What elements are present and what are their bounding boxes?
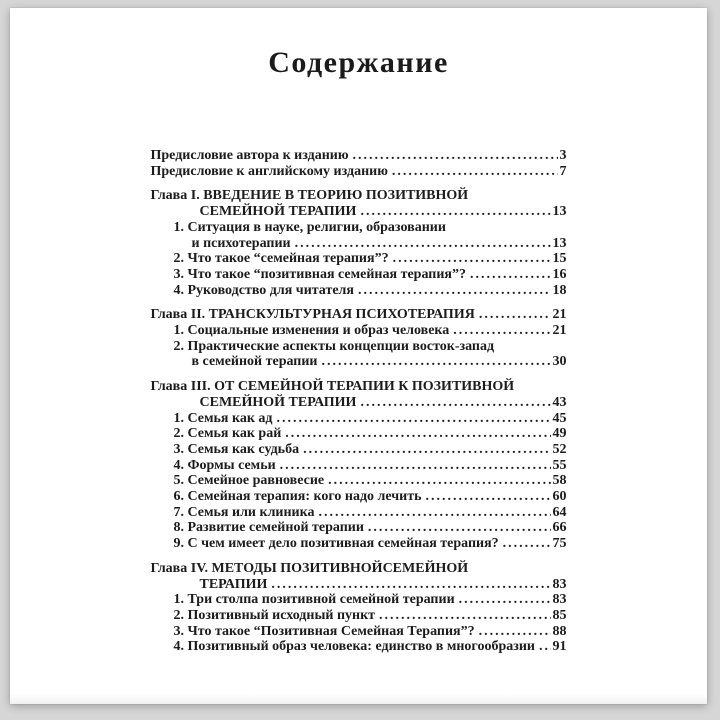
page-number: 85 xyxy=(552,607,567,623)
toc-entry xyxy=(151,148,567,164)
toc-entry-text: Глава IV. МЕТОДЫ ПОЗИТИВНОЙСЕМЕЙНОЙ xyxy=(150,560,469,576)
toc-line xyxy=(200,204,567,220)
page-number: 91 xyxy=(552,639,567,655)
dot-leader xyxy=(271,577,550,593)
toc-entry xyxy=(151,411,567,427)
page-number: 83 xyxy=(552,592,567,608)
toc-section xyxy=(151,148,567,179)
toc-entry xyxy=(151,473,567,489)
dot-leader xyxy=(353,148,558,164)
page-number: 52 xyxy=(552,441,567,457)
page-number: 3 xyxy=(559,148,567,163)
toc-entry-text: 3. Что такое “позитивная семейная терапия”? xyxy=(173,266,466,282)
toc-entry xyxy=(151,339,567,370)
toc-entry-text: 7. Семья или клиника xyxy=(173,504,315,520)
dot-leader xyxy=(453,323,550,339)
chapter-heading xyxy=(151,561,567,592)
toc-line xyxy=(151,148,567,164)
toc-line xyxy=(174,489,567,505)
toc-entry xyxy=(151,592,567,608)
page-number: 7 xyxy=(559,163,567,179)
page-number: 13 xyxy=(552,204,567,220)
toc-entry xyxy=(151,489,567,505)
dot-leader xyxy=(285,426,550,442)
dot-leader xyxy=(280,458,551,474)
dot-leader xyxy=(318,505,550,521)
toc-line xyxy=(174,220,567,236)
dot-leader xyxy=(368,520,551,536)
toc-entry-text: и психотерапии xyxy=(191,235,291,251)
toc-entry-text: 8. Развитие семейной терапии xyxy=(173,520,364,536)
page-number: 60 xyxy=(552,489,567,505)
toc-section xyxy=(151,307,567,370)
toc-entry-text: 1. Социальные изменения и образ человека xyxy=(173,323,450,339)
dot-leader xyxy=(539,639,551,655)
toc-entry xyxy=(151,426,567,442)
toc-line xyxy=(174,458,567,474)
toc-entry xyxy=(151,267,567,283)
toc-line xyxy=(174,251,567,267)
toc-entry xyxy=(151,164,567,180)
toc-entry-text: 1. Три столпа позитивной семейной терапии xyxy=(173,592,455,608)
dot-leader xyxy=(503,536,551,552)
toc-line xyxy=(174,267,567,283)
dot-leader xyxy=(459,592,551,608)
toc-line xyxy=(174,473,567,489)
page-number: 55 xyxy=(552,457,567,473)
dot-leader xyxy=(470,267,551,283)
page-number: 58 xyxy=(552,473,567,489)
toc-entry-text: 2. Что такое “семейная терапия”? xyxy=(173,251,389,267)
book-page xyxy=(10,8,707,704)
toc-line xyxy=(151,561,567,577)
toc-line xyxy=(192,236,567,252)
dot-leader xyxy=(479,624,551,640)
toc-entry-text: 3. Семья как судьба xyxy=(173,441,300,457)
page-title: Содержание xyxy=(268,46,449,79)
chapter-heading xyxy=(151,307,567,323)
toc-line xyxy=(174,411,567,427)
toc-line xyxy=(174,536,567,552)
toc-entry xyxy=(151,442,567,458)
page-number: 21 xyxy=(552,323,567,339)
toc-entry-text: 2. Позитивный исходный пункт xyxy=(173,607,376,623)
toc-entry-text: 1. Ситуация в науке, религии, образовании xyxy=(173,219,446,235)
dot-leader xyxy=(392,164,558,180)
toc-entry-text: 3. Что такое “Позитивная Семейная Терапия”? xyxy=(173,623,475,639)
chapter-heading xyxy=(151,379,567,410)
dot-leader xyxy=(358,283,551,299)
page-number: 83 xyxy=(552,576,567,592)
toc-line xyxy=(174,639,567,655)
toc-entry-text: Предисловие автора к изданию xyxy=(150,148,349,163)
toc-line xyxy=(200,577,567,593)
page-number: 64 xyxy=(552,504,567,520)
page-number: 66 xyxy=(552,520,567,536)
dot-leader xyxy=(426,489,551,505)
toc-entry-text: Глава III. ОТ СЕМЕЙНОЙ ТЕРАПИИ К ПОЗИТИВНОЙ xyxy=(150,379,515,395)
toc-entry-text: ТЕРАПИИ xyxy=(199,576,268,592)
page-number: 30 xyxy=(552,354,567,370)
toc-entry-text: 1. Семья как ад xyxy=(173,410,273,426)
toc-entry-text: Предисловие к английскому изданию xyxy=(150,163,388,179)
page-number: 43 xyxy=(552,394,567,410)
toc xyxy=(151,148,567,655)
toc-entry xyxy=(151,520,567,536)
page-number: 49 xyxy=(552,426,567,442)
toc-entry xyxy=(151,458,567,474)
toc-entry xyxy=(151,505,567,521)
toc-entry xyxy=(151,323,567,339)
toc-entry xyxy=(151,251,567,267)
toc-line xyxy=(174,339,567,355)
toc-line xyxy=(174,624,567,640)
page-number: 88 xyxy=(552,623,567,639)
toc-line xyxy=(174,283,567,299)
page-number: 16 xyxy=(552,266,567,282)
toc-entry-text: 2. Семья как рай xyxy=(173,426,282,442)
toc-entry xyxy=(151,639,567,655)
dot-leader xyxy=(379,608,550,624)
toc-entry xyxy=(151,608,567,624)
toc-entry-text: 6. Семейная терапия: кого надо лечить xyxy=(173,489,422,505)
page-number: 45 xyxy=(552,410,567,426)
toc-entry-text: 4. Формы семьи xyxy=(173,457,276,473)
toc-line xyxy=(151,379,567,395)
dot-leader xyxy=(322,354,551,370)
toc-entry-text: 5. Семейное равновесие xyxy=(173,473,325,489)
toc-line xyxy=(174,505,567,521)
toc-line xyxy=(174,426,567,442)
toc-line xyxy=(151,307,567,323)
dot-leader xyxy=(393,251,551,267)
chapter-heading xyxy=(151,188,567,219)
toc-entry-text: Глава II. ТРАНСКУЛЬТУРНАЯ ПСИХОТЕРАПИЯ xyxy=(150,307,475,323)
toc-entry xyxy=(151,283,567,299)
toc-line xyxy=(174,323,567,339)
page-number: 15 xyxy=(552,251,567,267)
toc-line xyxy=(200,395,567,411)
dot-leader xyxy=(360,395,550,411)
toc-entry-text: 4. Позитивный образ человека: единство в многообразии xyxy=(173,639,535,655)
toc-entry-text: 9. С чем имеет дело позитивная семейная терапия? xyxy=(173,536,499,552)
toc-line xyxy=(174,520,567,536)
toc-entry-text: в семейной терапии xyxy=(191,354,318,370)
toc-entry-text: СЕМЕЙНОЙ ТЕРАПИИ xyxy=(199,394,357,410)
dot-leader xyxy=(479,307,551,323)
toc-entry xyxy=(151,536,567,552)
page-number: 13 xyxy=(552,235,567,251)
toc-line xyxy=(174,442,567,458)
toc-line xyxy=(151,164,567,180)
toc-entry-text: 2. Практические аспекты концепции восток-запад xyxy=(173,338,495,354)
toc-line xyxy=(174,592,567,608)
toc-entry-text: 4. Руководство для читателя xyxy=(173,282,354,298)
dot-leader xyxy=(303,442,550,458)
dot-leader xyxy=(295,236,551,252)
toc-entry-text: Глава I. ВВЕДЕНИЕ В ТЕОРИЮ ПОЗИТИВНОЙ xyxy=(150,188,469,204)
dot-leader xyxy=(360,204,550,220)
dot-leader xyxy=(328,473,550,489)
dot-leader xyxy=(277,411,551,427)
toc-entry xyxy=(151,624,567,640)
page-number: 75 xyxy=(552,536,567,552)
toc-section xyxy=(151,379,567,552)
page-number: 18 xyxy=(552,282,567,298)
toc-section xyxy=(151,188,567,298)
toc-entry-text: СЕМЕЙНОЙ ТЕРАПИИ xyxy=(199,204,357,220)
toc-line xyxy=(151,188,567,204)
toc-entry xyxy=(151,220,567,251)
page-number: 21 xyxy=(552,307,567,323)
toc-section xyxy=(151,561,567,655)
toc-line xyxy=(174,608,567,624)
toc-line xyxy=(192,354,567,370)
